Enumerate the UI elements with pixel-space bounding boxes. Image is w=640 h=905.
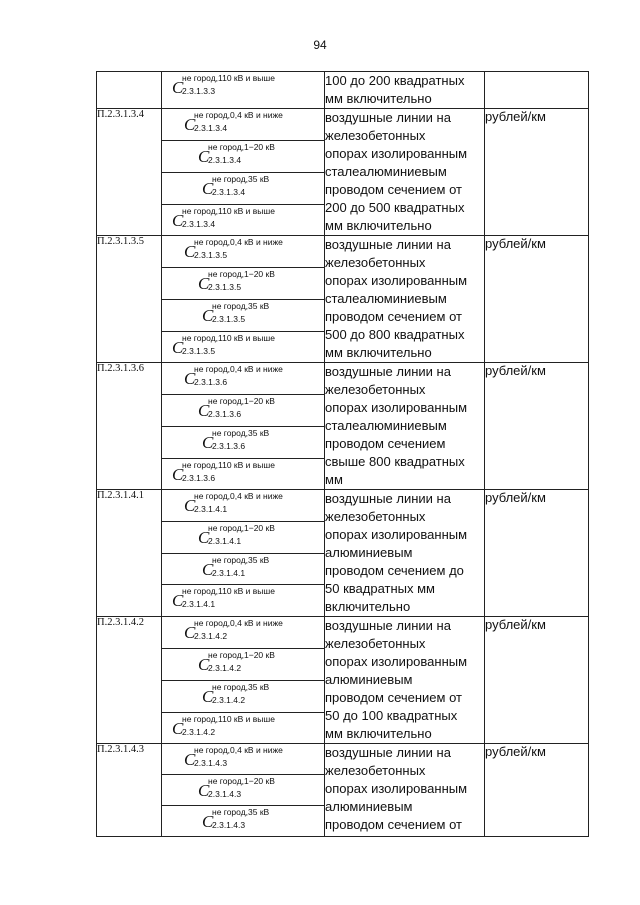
description-line: 50 до 100 квадратных	[325, 708, 458, 723]
rate-symbol: C	[172, 78, 184, 97]
formula-superscript: не город,1−20 кВ	[208, 142, 275, 152]
unit-cell: рублей/км	[485, 490, 589, 617]
rate-symbol: C	[202, 559, 214, 579]
rate-symbol: C	[184, 623, 196, 642]
formula-subscript: 2.3.1.3.6	[182, 473, 216, 483]
table-row	[97, 363, 589, 395]
description-line: мм включительно	[325, 91, 432, 106]
rate-formula-cell	[162, 806, 325, 837]
formula-subscript: 2.3.1.4.1	[208, 535, 242, 546]
description-line: мм включительно	[325, 726, 432, 741]
description-line: мм включительно	[325, 345, 432, 360]
description-line: проводом сечением от	[325, 690, 462, 705]
formula-superscript: не город,0,4 кВ и ниже	[194, 364, 283, 374]
rate-formula-cell	[162, 490, 325, 522]
description-line: железобетонных	[325, 509, 426, 524]
rate-formula-cell	[162, 72, 325, 109]
description-line: алюминиевым	[325, 672, 413, 687]
rate-symbol: C	[198, 527, 210, 547]
formula-superscript: не город,0,4 кВ и ниже	[194, 618, 283, 628]
formula-superscript: не город,1−20 кВ	[208, 396, 275, 406]
formula-subscript: 2.3.1.3.4	[212, 187, 246, 197]
description-line: опорах изолированным	[325, 273, 468, 288]
description-cell	[325, 490, 485, 617]
rate-symbol: C	[198, 781, 210, 800]
formula-subscript: 2.3.1.3.6	[212, 441, 246, 451]
unit-cell: рублей/км	[485, 109, 589, 236]
rate-symbol: C	[202, 306, 214, 325]
rate-symbol: C	[202, 433, 214, 452]
description-line: 50 квадратных мм	[325, 581, 435, 596]
description-line: алюминиевым	[325, 799, 413, 814]
formula-subscript: 2.3.1.4.3	[208, 789, 242, 799]
rate-formula-cell	[162, 585, 325, 617]
table-row	[97, 617, 589, 649]
page-number: 94	[313, 38, 327, 52]
formula-subscript: 2.3.1.3.6	[194, 377, 228, 387]
description-line: опорах изолированным	[325, 400, 468, 415]
description-line: железобетонных	[325, 128, 426, 143]
unit-cell: рублей/км	[485, 744, 589, 837]
rate-formula-cell	[162, 141, 325, 173]
description-line: проводом сечением от	[325, 817, 462, 832]
formula-superscript: не город,35 кВ	[212, 682, 270, 692]
formula-subscript: 2.3.1.3.3	[182, 86, 216, 96]
rate-formula-cell	[162, 713, 325, 744]
description-line: железобетонных	[325, 763, 426, 778]
description-line: воздушные линии на	[325, 364, 451, 379]
formula-subscript: 2.3.1.4.1	[182, 599, 216, 610]
description-line: проводом сечением от	[325, 309, 462, 324]
item-code-cell	[97, 72, 162, 109]
item-code-cell: П.2.3.1.3.6	[97, 363, 162, 490]
description-line: воздушные линии на	[325, 745, 451, 760]
table-row	[97, 744, 589, 775]
rate-symbol: C	[172, 719, 184, 738]
rate-symbol: C	[184, 242, 196, 261]
description-line: опорах изолированным	[325, 527, 468, 542]
formula-superscript: не город,0,4 кВ и ниже	[194, 491, 283, 501]
description-line: 100 до 200 квадратных	[325, 73, 465, 88]
description-line: проводом сечением	[325, 436, 446, 451]
formula-superscript: не город,35 кВ	[212, 428, 270, 438]
rate-symbol: C	[172, 338, 184, 357]
rate-formula-cell	[162, 332, 325, 363]
item-code-cell: П.2.3.1.4.1	[97, 490, 162, 617]
description-cell	[325, 72, 485, 109]
rate-formula-cell	[162, 109, 325, 141]
formula-superscript: не город,0,4 кВ и ниже	[194, 237, 283, 247]
formula-subscript: 2.3.1.3.4	[194, 123, 228, 133]
formula-subscript: 2.3.1.4.2	[212, 695, 246, 705]
description-line: воздушные линии на	[325, 491, 451, 506]
description-line: воздушные линии на	[325, 237, 451, 252]
formula-subscript: 2.3.1.4.3	[194, 758, 228, 768]
rate-symbol: C	[172, 211, 184, 230]
rate-formula-cell	[162, 236, 325, 268]
formula-superscript: не город,110 кВ и выше	[182, 714, 275, 724]
description-line: железобетонных	[325, 382, 426, 397]
description-line: сталеалюминиевым	[325, 291, 447, 306]
formula-subscript: 2.3.1.3.5	[208, 282, 242, 292]
rate-symbol: C	[184, 369, 196, 388]
description-line: включительно	[325, 599, 411, 614]
rate-symbol: C	[198, 147, 210, 166]
table-row	[97, 490, 589, 522]
description-line: опорах изолированным	[325, 781, 468, 796]
rate-formula-cell	[162, 553, 325, 585]
description-line: опорах изолированным	[325, 654, 468, 669]
rate-symbol: C	[172, 591, 184, 611]
description-line: воздушные линии на	[325, 618, 451, 633]
formula-subscript: 2.3.1.4.1	[212, 567, 246, 578]
item-code-cell: П.2.3.1.3.4	[97, 109, 162, 236]
description-line: алюминиевым	[325, 545, 413, 560]
formula-subscript: 2.3.1.4.2	[182, 727, 216, 737]
description-line: сталеалюминиевым	[325, 164, 447, 179]
formula-subscript: 2.3.1.4.2	[194, 631, 228, 641]
rate-formula-cell	[162, 427, 325, 459]
description-line: железобетонных	[325, 255, 426, 270]
rate-symbol: C	[202, 812, 214, 831]
rate-symbol: C	[198, 655, 210, 674]
description-line: железобетонных	[325, 636, 426, 651]
formula-subscript: 2.3.1.3.6	[208, 409, 242, 419]
formula-subscript: 2.3.1.4.3	[212, 820, 246, 830]
description-cell	[325, 744, 485, 837]
rate-symbol: C	[198, 401, 210, 420]
description-cell	[325, 363, 485, 490]
rate-symbol: C	[184, 750, 196, 769]
unit-cell: рублей/км	[485, 363, 589, 490]
formula-superscript: не город,110 кВ и выше	[182, 73, 275, 83]
formula-subscript: 2.3.1.3.5	[212, 314, 246, 324]
description-line: проводом сечением до	[325, 563, 464, 578]
formula-superscript: не город,110 кВ и выше	[182, 333, 275, 343]
item-code-cell: П.2.3.1.4.2	[97, 617, 162, 744]
item-code-cell: П.2.3.1.4.3	[97, 744, 162, 837]
rate-symbol: C	[172, 465, 184, 484]
rate-formula-cell	[162, 300, 325, 332]
rates-table	[96, 71, 589, 837]
rate-symbol: C	[184, 496, 196, 515]
rate-formula-cell	[162, 459, 325, 490]
table-row	[97, 72, 589, 109]
formula-subscript: 2.3.1.4.1	[194, 504, 228, 514]
formula-superscript: не город,35 кВ	[212, 807, 270, 817]
unit-cell: рублей/км	[485, 236, 589, 363]
rate-formula-cell	[162, 363, 325, 395]
formula-superscript: не город,35 кВ	[212, 554, 270, 565]
formula-subscript: 2.3.1.3.5	[182, 346, 216, 356]
rate-formula-cell	[162, 744, 325, 775]
description-line: проводом сечением от	[325, 182, 462, 197]
formula-superscript: не город,1−20 кВ	[208, 650, 275, 660]
formula-superscript: не город,110 кВ и выше	[182, 460, 275, 470]
formula-superscript: не город,110 кВ и выше	[182, 586, 275, 597]
rate-symbol: C	[202, 179, 214, 198]
rate-formula-cell	[162, 205, 325, 236]
description-line: мм	[325, 472, 343, 487]
description-line: сталеалюминиевым	[325, 418, 447, 433]
unit-cell	[485, 72, 589, 109]
description-line: 500 до 800 квадратных	[325, 327, 465, 342]
formula-superscript: не город,1−20 кВ	[208, 776, 275, 786]
formula-subscript: 2.3.1.3.4	[182, 219, 216, 229]
rate-symbol: C	[184, 115, 196, 134]
formula-superscript: не город,0,4 кВ и ниже	[194, 110, 283, 120]
rate-formula-cell	[162, 681, 325, 713]
description-line: свыше 800 квадратных	[325, 454, 465, 469]
formula-superscript: не город,0,4 кВ и ниже	[194, 745, 283, 755]
description-line: мм включительно	[325, 218, 432, 233]
rate-formula-cell	[162, 775, 325, 806]
rate-formula-cell	[162, 617, 325, 649]
rate-formula-cell	[162, 649, 325, 681]
rate-formula-cell	[162, 173, 325, 205]
table-row	[97, 109, 589, 141]
formula-subscript: 2.3.1.3.5	[194, 250, 228, 260]
formula-superscript: не город,35 кВ	[212, 301, 270, 311]
unit-cell: рублей/км	[485, 617, 589, 744]
formula-subscript: 2.3.1.3.4	[208, 155, 242, 165]
description-line: 200 до 500 квадратных	[325, 200, 465, 215]
item-code-cell: П.2.3.1.3.5	[97, 236, 162, 363]
formula-subscript: 2.3.1.4.2	[208, 663, 242, 673]
description-line: опорах изолированным	[325, 146, 468, 161]
formula-superscript: не город,110 кВ и выше	[182, 206, 275, 216]
rate-formula-cell	[162, 521, 325, 553]
formula-superscript: не город,1−20 кВ	[208, 269, 275, 279]
description-cell	[325, 236, 485, 363]
description-line: воздушные линии на	[325, 110, 451, 125]
formula-superscript: не город,1−20 кВ	[208, 522, 275, 533]
formula-superscript: не город,35 кВ	[212, 174, 270, 184]
rate-symbol: C	[198, 274, 210, 293]
description-cell	[325, 617, 485, 744]
description-cell	[325, 109, 485, 236]
rate-formula-cell	[162, 395, 325, 427]
rate-symbol: C	[202, 687, 214, 706]
rate-formula-cell	[162, 268, 325, 300]
table-row	[97, 236, 589, 268]
